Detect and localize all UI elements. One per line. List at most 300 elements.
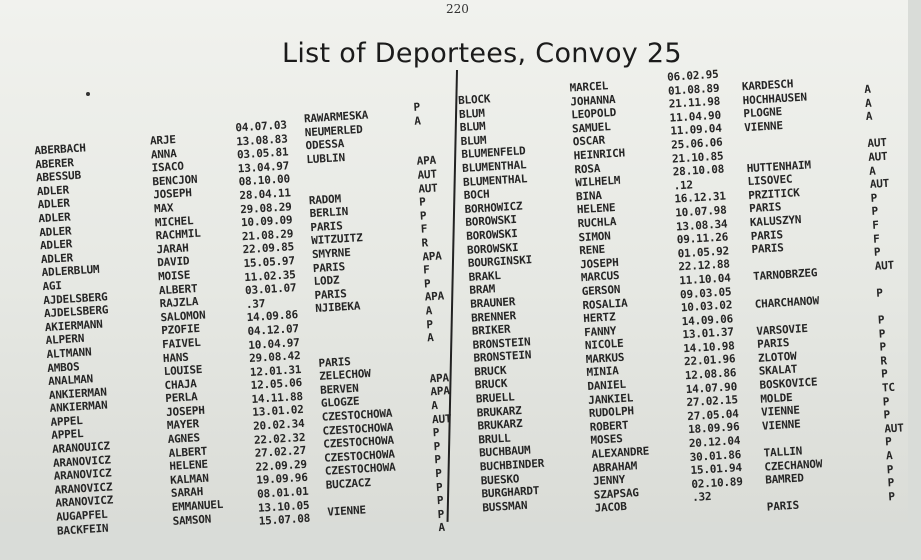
- left-code-cell: [415, 127, 435, 142]
- right-firstname-cell: RUCHLA: [577, 214, 617, 231]
- right-surname-cell: BOROWSKI: [465, 226, 518, 243]
- right-code-cell: P: [875, 286, 884, 300]
- left-place-cell: SMYRNE: [311, 245, 351, 262]
- left-surname-cell: APPEL: [50, 413, 84, 429]
- right-code-cell: [866, 123, 886, 138]
- right-code-cell: P: [880, 367, 888, 382]
- left-code-cell: [428, 358, 448, 373]
- right-date-cell: 11.10.04: [678, 271, 731, 288]
- left-date-cell: 10.09.09: [240, 213, 293, 230]
- right-place-cell: HUTTENHAIM: [746, 157, 812, 175]
- right-date-cell: .32: [691, 490, 712, 505]
- left-date-cell: 13.10.05: [257, 498, 310, 515]
- left-firstname-cell: PERLA: [164, 390, 198, 406]
- right-firstname-cell: JACOB: [594, 500, 628, 516]
- left-code-cell: A: [413, 114, 422, 128]
- right-firstname-cell: NICOLE: [584, 337, 624, 353]
- right-surname-cell: BUCHBAUM: [478, 443, 531, 460]
- right-date-cell: 12.08.86: [684, 366, 737, 383]
- left-code-cell: F: [422, 263, 430, 277]
- left-date-cell: 13.08.83: [235, 131, 288, 148]
- left-code-cell: P: [435, 480, 443, 494]
- left-firstname-cell: SAMSON: [172, 512, 212, 528]
- right-date-cell: 25.06.06: [670, 135, 723, 152]
- right-firstname-cell: DANIEL: [586, 377, 627, 394]
- left-surname-cell: ARANOVICZ: [53, 466, 112, 484]
- left-surname-cell: BACKFEIN: [56, 521, 109, 538]
- right-surname-cell: BUCHBINDER: [479, 456, 545, 474]
- left-firstname-cell: JOSEPH: [165, 403, 206, 419]
- right-surname-cell: BRUCK: [474, 377, 508, 393]
- left-surname-cell: AJDELSBERG: [43, 303, 109, 321]
- left-surname-cell: ARANOVICZ: [54, 480, 113, 497]
- right-place-cell: PARIS: [766, 499, 800, 514]
- right-date-cell: 01.08.89: [667, 81, 720, 98]
- left-code-cell: P: [433, 439, 441, 454]
- right-firstname-column: [569, 78, 653, 516]
- right-code-cell: A: [864, 96, 872, 110]
- left-place-cell: CZESTOCHOWA: [321, 406, 393, 424]
- left-place-cell: CZESTOCHOWA: [324, 460, 396, 479]
- left-firstname-cell: JARAH: [156, 241, 189, 257]
- right-place-cell: PLOGNE: [743, 105, 783, 121]
- left-date-cell: 14.09.86: [246, 308, 299, 325]
- left-code-cell: P: [437, 507, 445, 521]
- right-surname-cell: BRONSTEIN: [473, 348, 532, 365]
- right-firstname-cell: JOSEPH: [579, 255, 619, 271]
- left-place-cell: LUBLIN: [306, 150, 346, 167]
- left-place-cell: LODZ: [313, 273, 340, 289]
- left-place-cell: PARIS: [310, 219, 343, 234]
- left-place-cell: CZESTOCHOWA: [323, 447, 396, 465]
- right-place-cell: PARIS: [756, 336, 790, 352]
- right-date-cell: 01.05.92: [677, 244, 730, 261]
- right-date-cell: 02.10.89: [690, 474, 744, 491]
- right-place-cell: KALUSZYN: [749, 212, 802, 230]
- left-date-cell: 14.11.88: [251, 389, 304, 406]
- left-place-cell: RADOM: [308, 191, 342, 207]
- right-code-cell: [877, 299, 897, 314]
- left-code-cell: APA: [430, 384, 451, 399]
- left-date-cell: 19.09.96: [255, 471, 309, 488]
- right-firstname-cell: MARCEL: [569, 79, 609, 95]
- right-code-cell: A: [863, 82, 872, 97]
- left-date-cell: 08.01.01: [256, 484, 309, 501]
- right-firstname-cell: MOSES: [590, 432, 624, 448]
- left-date-cell: .37: [245, 296, 266, 311]
- right-code-cell: P: [886, 462, 894, 477]
- right-date-cell: 22.12.88: [678, 257, 731, 274]
- right-place-cell: PARIS: [751, 241, 784, 257]
- left-code-cell: A: [430, 398, 439, 413]
- right-firstname-cell: MINIA: [586, 364, 620, 380]
- right-date-cell: 14.09.06: [681, 311, 734, 328]
- left-date-cell: 15.07.08: [258, 511, 311, 528]
- right-place-cell: PARIS: [750, 227, 784, 243]
- left-place-cell: NEUMERLED: [304, 122, 363, 139]
- right-firstname-cell: ROBERT: [589, 418, 629, 434]
- left-surname-cell: ADLER: [39, 237, 73, 253]
- right-surname-cell: BOROWSKI: [466, 240, 519, 257]
- left-date-cell: 20.02.34: [252, 416, 305, 433]
- right-code-cell: P: [887, 476, 895, 490]
- left-firstname-cell: KALMAN: [169, 471, 210, 487]
- left-place-cell: BERVEN: [319, 381, 359, 397]
- right-firstname-cell: RENE: [578, 242, 606, 258]
- left-place-cell: BERLIN: [309, 205, 349, 221]
- left-place-cell: ZELECHOW: [318, 367, 372, 384]
- left-firstname-cell: EMMANUEL: [171, 497, 224, 514]
- left-firstname-cell: MICHEL: [154, 213, 194, 229]
- left-surname-cell: AUGAPFEL: [55, 507, 108, 524]
- right-code-cell: A: [868, 164, 876, 178]
- left-date-cell: 03.01.07: [244, 281, 297, 298]
- right-date-cell: 13.01.37: [682, 325, 735, 342]
- right-firstname-cell: JENNY: [592, 473, 626, 489]
- left-surname-column: [34, 141, 122, 538]
- left-firstname-cell: DAVID: [156, 254, 190, 270]
- right-place-cell: VIENNE: [761, 417, 801, 433]
- left-code-column: [413, 100, 458, 535]
- right-date-cell: 21.10.85: [671, 149, 724, 166]
- left-place-cell: PARIS: [318, 354, 351, 370]
- right-date-column: [667, 68, 744, 505]
- right-code-cell: R: [879, 354, 888, 368]
- right-firstname-cell: RUDOLPH: [588, 404, 635, 421]
- left-code-cell: P: [423, 276, 431, 291]
- left-firstname-cell: RACHMIL: [155, 226, 201, 243]
- left-place-cell: NJIBEKA: [314, 299, 361, 316]
- left-surname-cell: ADLER: [36, 183, 70, 199]
- right-place-cell: VIENNE: [743, 118, 784, 135]
- left-place-cell: CZESTOCHOWA: [322, 433, 395, 452]
- right-code-cell: P: [879, 340, 887, 354]
- right-surname-column: [458, 90, 547, 514]
- left-surname-cell: ADLER: [38, 210, 71, 226]
- left-date-cell: 15.05.97: [243, 254, 296, 271]
- right-surname-cell: BRUCK: [473, 363, 507, 379]
- right-surname-cell: BRUELL: [475, 390, 515, 406]
- right-date-cell: 20.12.04: [688, 434, 741, 451]
- right-firstname-cell: GERSON: [581, 282, 621, 299]
- left-date-cell: 22.09.29: [255, 457, 308, 474]
- left-place-cell: ODESSA: [305, 137, 345, 153]
- right-code-cell: P: [870, 191, 878, 205]
- right-place-cell: VIENNE: [760, 403, 801, 419]
- left-firstname-cell: MOISE: [157, 268, 191, 284]
- left-code-cell: APA: [424, 289, 445, 304]
- left-place-column: [304, 108, 399, 519]
- left-surname-cell: ABERER: [34, 155, 75, 171]
- left-date-cell: 22.02.32: [253, 430, 306, 447]
- right-surname-cell: BRENNER: [470, 308, 517, 325]
- right-code-cell: TC: [881, 380, 896, 395]
- left-date-cell: 03.05.81: [236, 145, 289, 162]
- right-code-cell: AUT: [884, 421, 905, 436]
- right-surname-cell: BRAM: [469, 282, 496, 298]
- left-code-cell: A: [438, 521, 446, 535]
- left-code-cell: P: [418, 195, 426, 209]
- right-place-cell: HOCHHAUSEN: [742, 90, 808, 107]
- right-date-cell: 30.01.86: [689, 447, 742, 464]
- right-date-cell: 22.01.96: [683, 352, 736, 369]
- right-place-cell: SKALAT: [758, 363, 798, 379]
- right-surname-cell: BOROWSKI: [465, 213, 518, 230]
- left-code-cell: P: [432, 426, 440, 440]
- left-date-cell: 08.10.00: [238, 172, 291, 189]
- left-firstname-cell: SARAH: [170, 485, 204, 501]
- left-place-cell: PARIS: [312, 259, 346, 275]
- right-place-cell: PARIS: [748, 200, 782, 216]
- right-code-cell: F: [872, 231, 880, 246]
- left-surname-cell: ALTMANN: [46, 345, 92, 361]
- right-firstname-cell: ABRAHAM: [591, 458, 638, 475]
- right-date-cell: 11.04.90: [669, 108, 722, 125]
- left-date-cell: 13.01.02: [251, 403, 305, 420]
- right-code-cell: P: [878, 326, 886, 341]
- left-surname-cell: ADLERBLUM: [41, 263, 100, 280]
- left-surname-cell: ANKIERMAN: [48, 385, 108, 402]
- left-surname-cell: APPEL: [50, 427, 84, 443]
- left-firstname-cell: MAX: [153, 201, 174, 216]
- right-place-cell: TARNOBRZEG: [752, 266, 818, 284]
- right-firstname-cell: FANNY: [583, 323, 617, 339]
- left-surname-cell: ABESSUB: [35, 168, 82, 185]
- right-surname-cell: BURGHARDT: [481, 484, 540, 501]
- left-code-cell: AUT: [431, 411, 452, 426]
- left-code-cell: P: [436, 493, 444, 508]
- left-firstname-cell: SALOMON: [160, 308, 206, 324]
- left-date-cell: 21.08.29: [241, 226, 294, 243]
- right-date-cell: 14.07.90: [685, 379, 738, 396]
- right-date-cell: 16.12.31: [674, 189, 727, 206]
- left-place-cell: BUCZACZ: [325, 476, 372, 492]
- right-surname-cell: BLUM: [460, 133, 487, 148]
- right-place-cell: VARSOVIE: [755, 321, 809, 338]
- left-firstname-cell: AGNES: [167, 431, 201, 447]
- right-place-cell: BOSKOVICE: [759, 375, 818, 392]
- left-code-cell: F: [420, 222, 428, 236]
- right-firstname-cell: ROSALIA: [582, 295, 628, 312]
- left-firstname-cell: BENCJON: [152, 172, 198, 189]
- right-firstname-cell: SZAPSAG: [593, 485, 640, 502]
- right-firstname-cell: SAMUEL: [571, 119, 611, 136]
- left-firstname-cell: MAYER: [166, 417, 200, 433]
- right-date-cell: 09.11.26: [676, 230, 729, 247]
- right-firstname-cell: HEINRICH: [573, 146, 626, 163]
- right-place-cell: MOLDE: [760, 390, 793, 406]
- right-surname-cell: BRUKARZ: [476, 403, 523, 420]
- right-firstname-cell: HERTZ: [582, 310, 616, 326]
- right-date-cell: 11.09.04: [670, 121, 723, 138]
- right-surname-cell: BLUM: [458, 106, 486, 121]
- left-surname-cell: ANKIERMAN: [49, 398, 108, 416]
- right-place-cell: LISOVEC: [747, 172, 793, 189]
- right-firstname-cell: ALEXANDRE: [591, 444, 650, 461]
- right-code-cell: F: [871, 218, 880, 232]
- right-firstname-cell: SIMON: [578, 228, 611, 244]
- right-code-cell: AUT: [874, 258, 895, 273]
- left-firstname-cell: ALBERT: [158, 281, 198, 297]
- left-date-cell: 10.04.97: [247, 335, 301, 352]
- right-place-cell: ZLOTOW: [757, 349, 797, 365]
- left-firstname-cell: CHAJA: [164, 376, 198, 392]
- left-code-cell: P: [426, 317, 434, 331]
- right-date-cell: 21.11.98: [668, 94, 721, 111]
- left-date-column: [235, 118, 310, 528]
- right-firstname-cell: JOHANNA: [570, 92, 616, 109]
- right-surname-cell: BRIKER: [471, 322, 511, 338]
- right-surname-cell: BRONSTEIN: [472, 335, 531, 352]
- left-code-cell: P: [413, 100, 421, 114]
- right-date-cell: 06.02.95: [666, 67, 719, 84]
- left-place-cell: PARIS: [314, 286, 347, 302]
- left-date-cell: 22.09.85: [242, 240, 295, 257]
- left-surname-cell: ARANOVICZ: [55, 493, 114, 511]
- right-date-cell: .12: [673, 178, 694, 193]
- left-code-cell: R: [421, 236, 429, 250]
- right-surname-cell: BORHOWICZ: [464, 199, 523, 216]
- left-surname-cell: AJDELSBERG: [42, 289, 108, 307]
- right-date-cell: 14.10.98: [682, 339, 735, 356]
- right-date-cell: 10.07.98: [674, 203, 727, 220]
- left-code-cell: [416, 140, 436, 155]
- left-code-cell: P: [434, 466, 443, 481]
- right-date-cell: 18.09.96: [687, 420, 740, 437]
- right-code-cell: P: [871, 204, 879, 219]
- right-code-cell: AUT: [869, 176, 890, 192]
- left-firstname-cell: RAJZLA: [159, 295, 199, 311]
- right-firstname-cell: MARCUS: [580, 269, 620, 285]
- right-date-cell: 10.03.02: [680, 298, 733, 315]
- right-code-cell: P: [883, 408, 891, 422]
- right-date-cell: 27.02.15: [686, 393, 739, 410]
- left-firstname-column: [150, 131, 225, 528]
- left-date-cell: 28.04.11: [239, 186, 292, 203]
- left-firstname-cell: LOUISE: [163, 362, 203, 379]
- left-surname-cell: AMBOS: [46, 359, 80, 375]
- right-code-cell: P: [882, 394, 890, 409]
- right-date-cell: 13.08.34: [675, 216, 728, 233]
- page-number: 220: [446, 2, 469, 16]
- right-code-cell: P: [888, 489, 896, 504]
- left-surname-cell: ADLER: [40, 251, 74, 266]
- left-date-cell: 29.08.29: [239, 199, 292, 216]
- right-place-cell: CZECHANOW: [764, 456, 823, 474]
- left-code-cell: APA: [416, 153, 437, 169]
- right-date-cell: 28.10.08: [672, 162, 725, 179]
- left-firstname-cell: FAIVEL: [161, 335, 202, 352]
- left-date-cell: 27.02.27: [254, 444, 307, 461]
- right-surname-cell: BLUMENTHAL: [461, 158, 527, 176]
- left-code-cell: P: [434, 453, 442, 467]
- right-place-column: [741, 77, 831, 515]
- right-firstname-cell: WILHELM: [574, 173, 621, 190]
- left-surname-cell: AKIERMANN: [44, 317, 104, 334]
- right-place-cell: BAMRED: [764, 471, 805, 487]
- left-firstname-cell: ARJE: [149, 132, 177, 148]
- right-surname-cell: BOURGINSKI: [467, 253, 533, 270]
- left-date-cell: 11.02.35: [243, 267, 296, 284]
- left-surname-cell: ARANOVICZ: [52, 453, 112, 470]
- right-code-cell: AUT: [867, 149, 888, 164]
- left-code-cell: A: [426, 331, 435, 345]
- left-surname-cell: ARANOUICZ: [51, 439, 111, 456]
- right-firstname-cell: MARKUS: [585, 350, 625, 366]
- left-date-cell: 29.08.42: [248, 349, 301, 366]
- page-title: List of Deportees, Convoy 25: [282, 38, 682, 69]
- left-code-cell: AUT: [417, 167, 438, 182]
- left-code-cell: APA: [429, 371, 450, 386]
- left-firstname-cell: ALBERT: [168, 444, 208, 460]
- right-firstname-cell: HELENE: [576, 201, 616, 217]
- left-date-cell: 13.04.97: [237, 159, 290, 176]
- right-firstname-cell: LEOPOLD: [570, 106, 617, 122]
- left-date-cell: 04.07.03: [235, 118, 288, 135]
- right-surname-cell: BLUMENFELD: [461, 144, 526, 162]
- right-surname-cell: BRAKL: [468, 268, 502, 284]
- left-code-cell: P: [419, 209, 427, 223]
- left-place-cell: RAWARMESKA: [303, 108, 369, 126]
- right-place-cell: PRZITICK: [747, 185, 801, 202]
- left-firstname-cell: PZOFIE: [160, 322, 201, 338]
- left-code-cell: A: [425, 304, 433, 318]
- right-surname-cell: BLOCK: [457, 92, 491, 108]
- right-surname-cell: BOCH: [463, 187, 490, 203]
- right-surname-cell: BRULL: [477, 431, 511, 447]
- left-firstname-cell: HELENE: [169, 457, 209, 474]
- left-place-cell: CZESTOCHOWA: [322, 420, 394, 438]
- right-surname-cell: BRAUNER: [469, 295, 516, 311]
- left-place-cell: WITZUITZ: [310, 231, 363, 248]
- right-date-cell: 15.01.94: [690, 461, 743, 478]
- left-date-cell: 04.12.07: [247, 321, 300, 338]
- left-firstname-cell: ISACO: [151, 159, 185, 175]
- right-code-cell: P: [884, 435, 893, 449]
- right-surname-cell: BUSSMAN: [481, 498, 528, 515]
- left-firstname-cell: ANNA: [150, 146, 177, 162]
- left-surname-cell: ABERBACH: [34, 141, 87, 158]
- left-surname-cell: AGI: [42, 278, 63, 294]
- right-code-cell: A: [885, 449, 893, 463]
- right-code-cell: [875, 272, 895, 287]
- right-firstname-cell: BINA: [575, 188, 603, 204]
- right-place-cell: KARDESCH: [741, 77, 794, 94]
- right-code-cell: AUT: [867, 136, 888, 151]
- right-place-cell: TALLIN: [763, 444, 803, 460]
- left-surname-cell: ADLER: [38, 223, 72, 239]
- left-date-cell: 12.05.06: [250, 376, 303, 393]
- right-surname-cell: BUESKO: [480, 471, 520, 488]
- left-code-cell: AUT: [417, 181, 438, 196]
- right-date-cell: 27.05.04: [686, 406, 740, 423]
- right-code-cell: P: [873, 245, 881, 259]
- left-firstname-cell: JOSEPH: [152, 186, 193, 202]
- left-place-cell: VIENNE: [326, 503, 367, 519]
- right-code-cell: P: [877, 313, 885, 327]
- right-surname-cell: BLUM: [459, 119, 486, 135]
- right-code-cell: A: [865, 109, 873, 124]
- left-surname-cell: ANALMAN: [47, 372, 94, 389]
- right-firstname-cell: JANKIEL: [587, 390, 634, 407]
- left-surname-cell: ADLER: [37, 196, 71, 212]
- left-surname-cell: ALPERN: [45, 332, 85, 348]
- right-surname-cell: BLUMENTHAL: [462, 171, 528, 189]
- right-place-cell: CHARCHANOW: [754, 293, 820, 311]
- right-firstname-cell: OSCAR: [572, 133, 606, 149]
- left-date-cell: 12.01.31: [249, 362, 302, 379]
- left-firstname-cell: HANS: [162, 350, 189, 365]
